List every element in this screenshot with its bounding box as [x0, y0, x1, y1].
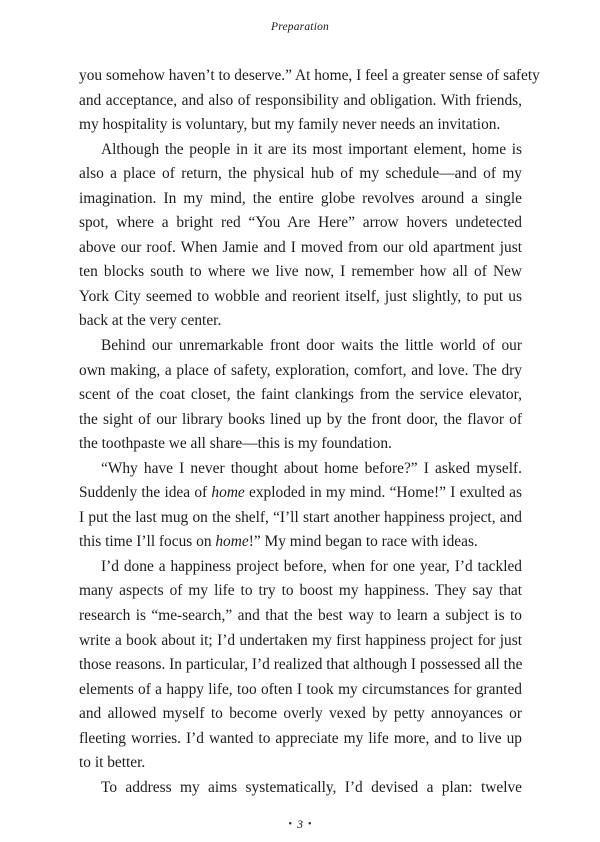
- emphasized-word: home: [211, 484, 245, 502]
- text-line: scent of the coat closet, the faint clankings from the service elevator,: [79, 386, 522, 404]
- text-line: I put the last mug on the shelf, “I’ll start another happiness project, and: [79, 508, 522, 526]
- paragraph: [79, 334, 522, 457]
- text-line: I’d done a happiness project before, when for one year, I’d tackled: [101, 557, 522, 575]
- folio-ornament-left: •: [288, 819, 292, 830]
- running-head: Preparation: [271, 21, 329, 33]
- paragraph: [79, 138, 522, 334]
- text-line: you somehow haven’t to deserve.” At home, I feel a greater sense of safety: [79, 67, 540, 84]
- text-line: fleeting worries. I’d wanted to appreciate my life more, and to live up: [79, 729, 522, 747]
- text-line: research is “me-search,” and that the best way to learn a subject is to: [79, 607, 522, 625]
- page-number-footer: [0, 817, 600, 832]
- text-line: above our roof. When Jamie and I moved from our old apartment just: [79, 238, 522, 256]
- text-line: “Why have I never thought about home before?” I asked myself.: [101, 459, 522, 477]
- text-line: Suddenly the idea of home exploded in my mind. “Home!” I exulted as: [79, 484, 522, 502]
- text-line: my hospitality is voluntary, but my family never needs an invitation.: [79, 116, 501, 134]
- text-line: Behind our unremarkable front door waits the little world of our: [101, 337, 522, 355]
- folio-ornament-right: •: [308, 819, 312, 830]
- body-text: [79, 64, 540, 800]
- text-line: spot, where a bright red “You Are Here” arrow hovers undetected: [79, 214, 522, 232]
- text-line: write a book about it; I’d undertaken my first happiness project for just: [79, 631, 522, 649]
- text-line: elements of a happy life, too often I took my circumstances for granted: [79, 680, 522, 698]
- text-line: York City seemed to wobble and reorient itself, just slightly, to put us: [79, 287, 522, 305]
- text-line: and acceptance, and also of responsibility and obligation. With friends,: [79, 91, 522, 109]
- text-line: To address my aims systematically, I’d devised a plan: twelve: [101, 778, 522, 796]
- paragraph: [79, 776, 522, 801]
- text-line: many aspects of my life to try to boost my happiness. They say that: [79, 582, 522, 600]
- paragraph: [79, 64, 540, 138]
- text-line: the sight of our library books lined up by the front door, the flavor of: [79, 410, 522, 428]
- text-line: back at the very center.: [79, 312, 222, 330]
- text-line: to it better.: [79, 754, 146, 772]
- text-line: Although the people in it are its most important element, home is: [101, 140, 522, 158]
- text-line: imagination. In my mind, the entire globe revolves around a single: [79, 189, 522, 207]
- text-line: ten blocks south to where we live now, I remember how all of New: [79, 263, 522, 281]
- text-line: and allowed myself to become overly vexed by petty annoyances or: [79, 705, 522, 723]
- page-number: 3: [297, 817, 303, 831]
- paragraph: [79, 457, 522, 555]
- emphasized-word: home: [215, 533, 249, 551]
- text-line: this time I’ll focus on home!” My mind began to race with ideas.: [79, 533, 478, 551]
- text-line: own making, a place of safety, exploration, comfort, and love. The dry: [79, 361, 522, 379]
- text-line: also a place of return, the physical hub of my schedule—and of my: [79, 165, 522, 183]
- text-line: those reasons. In particular, I’d realized that although I possessed all the: [79, 656, 523, 674]
- text-line: the toothpaste we all share—this is my foundation.: [79, 435, 392, 453]
- paragraph: [79, 555, 522, 776]
